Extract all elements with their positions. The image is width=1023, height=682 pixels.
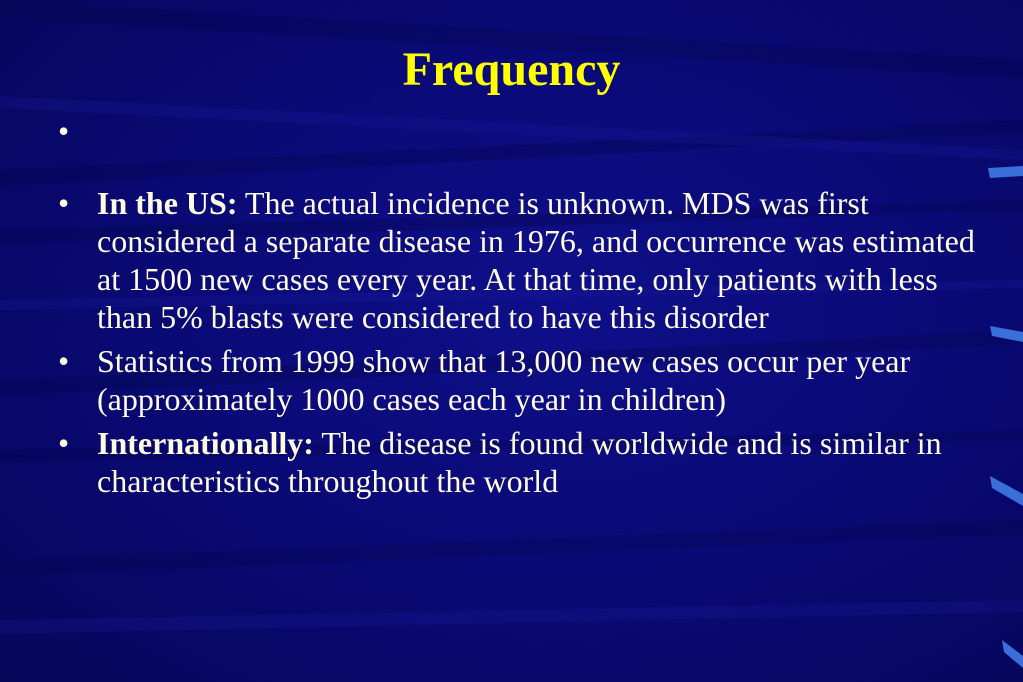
bullet-us-frequency xyxy=(58,184,993,336)
bullet-lead: Internationally: xyxy=(97,425,314,461)
bullet-lead: In the US: xyxy=(97,185,238,221)
bullet-empty xyxy=(58,112,993,150)
bullet-statistics-1999 xyxy=(58,342,993,418)
bullet-dot: • xyxy=(58,343,70,379)
bullet-dot: • xyxy=(58,185,70,221)
bullet-dot: • xyxy=(58,425,70,461)
bullet-list xyxy=(58,112,993,506)
bullet-text: Statistics from 1999 show that 13,000 new cases occur per year (approximately 1000 cases each year in children) xyxy=(97,343,911,417)
bullet-text: The disease is found worldwide and is similar in characteristics throughout the world xyxy=(97,425,942,499)
bullet-international xyxy=(58,424,993,500)
bullet-dot: • xyxy=(58,113,70,149)
slide-title: Frequency xyxy=(402,43,621,96)
bullet-text: The actual incidence is unknown. MDS was first considered a separate disease in 1976, and occurrence was estimated at 1500 new cases every year. At that time, only patients with less than 5% blasts were considered to have this disorder xyxy=(97,185,975,335)
